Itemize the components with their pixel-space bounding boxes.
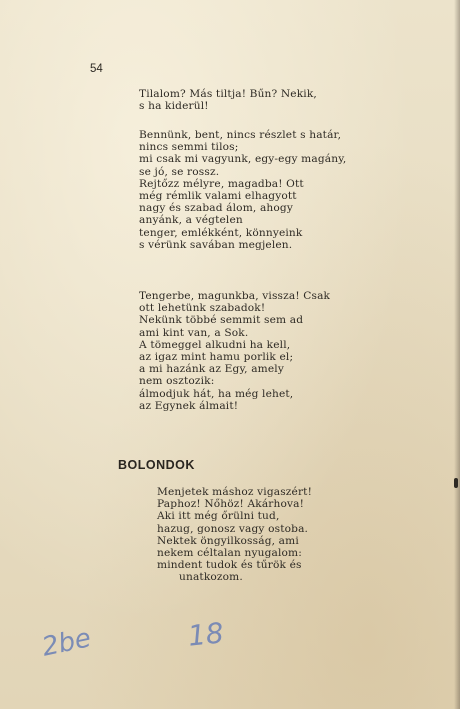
poem-stanza-2 [139,129,346,251]
verse-line: unatkozom. [179,571,243,584]
verse-line: nincs semmi tilos; [139,141,239,154]
poem-2-body [157,486,312,584]
verse-line: Tengerbe, magunkba, vissza! Csak [139,290,331,302]
verse-line: Rejtőzz mélyre, magadba! Ott [139,177,304,190]
verse-line: ott lehetünk szabadok! [139,302,266,315]
poem-title: BOLONDOK [118,458,195,472]
verse-line: se jó, se rossz. [139,165,220,178]
verse-line: Menjetek máshoz vigaszért! [157,486,312,498]
verse-line: tenger, emlékként, könnyeink [139,226,303,239]
verse-line: Aki itt még őrülni tud, [157,510,280,523]
verse-line: hazug, gonosz vagy ostoba. [157,522,309,535]
verse-line: álmodjuk hát, ha még lehet, [139,387,294,400]
poem-stanza-1 [139,88,317,112]
poem-stanza-3 [139,290,330,412]
binding-mark [454,478,458,488]
verse-line: anyánk, a végtelen [139,214,243,227]
verse-line: még rémlik valami elhagyott [139,190,297,203]
verse-line: nem osztozik: [139,375,215,388]
verse-line: Nektek öngyilkosság, ami [157,534,299,547]
verse-line: mi csak mi vagyunk, egy-egy magány, [139,153,347,166]
verse-line: s ha kiderül! [139,100,209,113]
verse-line: az igaz mint hamu porlik el; [139,351,294,364]
verse-line: Nekünk többé semmit sem ad [139,314,304,327]
verse-line: nekem céltalan nyugalom: [157,547,302,560]
verse-line: s vérünk savában megjelen. [139,238,293,251]
verse-line: az Egynek álmait! [139,399,239,412]
verse-line: Tilalom? Más tiltja! Bűn? Nekik, [139,88,317,100]
verse-line: Bennünk, bent, nincs részlet s határ, [139,129,342,141]
page-number: 54 [90,63,103,75]
verse-line: mindent tudok és tűrök és [157,559,302,572]
verse-line: a mi hazánk az Egy, amely [139,363,284,376]
handwritten-page-count: 18 [186,616,226,653]
page-edge-shadow [454,0,460,709]
handwritten-note: 2be [39,623,94,663]
verse-line: nagy és szabad álom, ahogy [139,202,293,215]
verse-line: ami kint van, a Sok. [139,326,249,339]
verse-line: A tömeggel alkudni ha kell, [139,338,291,351]
verse-line: Paphoz! Nőhöz! Akárhova! [157,498,305,511]
